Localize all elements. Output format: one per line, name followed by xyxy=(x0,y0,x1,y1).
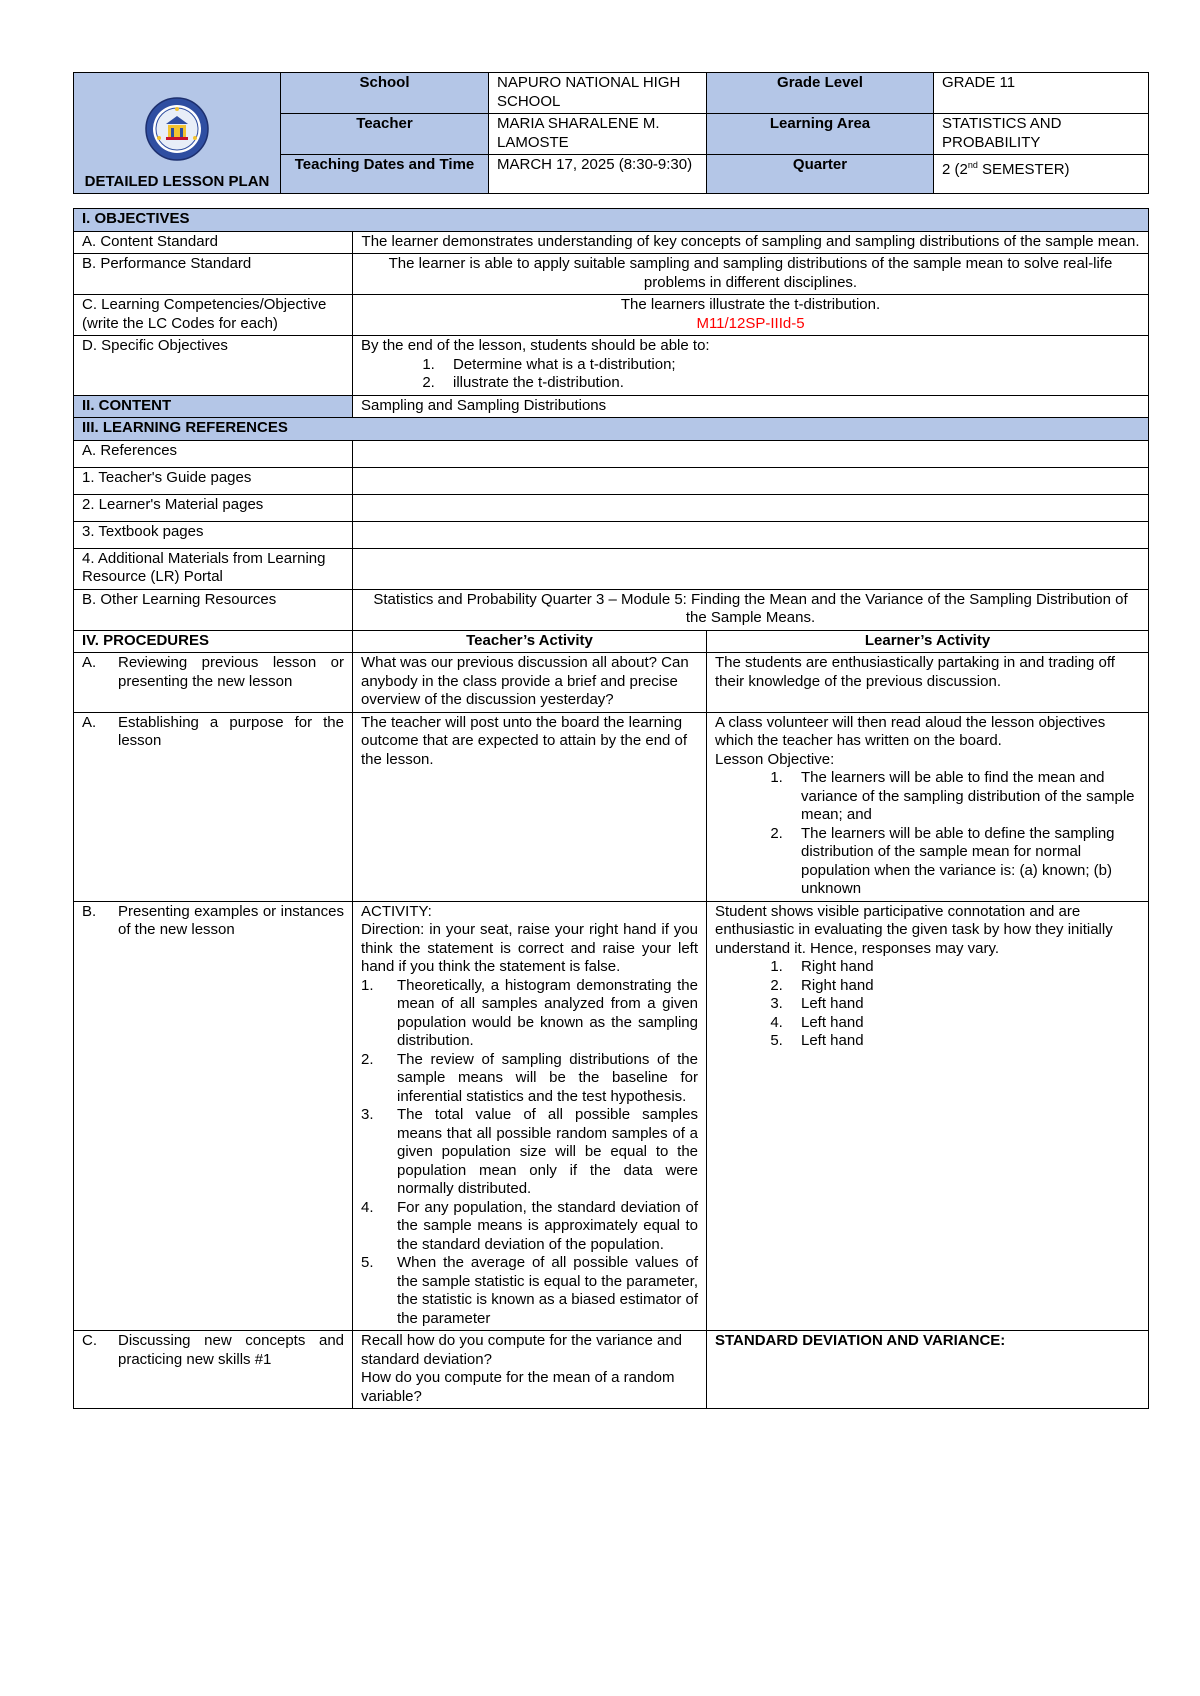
list-item: 5. Left hand xyxy=(787,1032,1140,1051)
other-resources-value: Statistics and Probability Quarter 3 – Module 5: Finding the Mean and the Variance of the Sampling Distribution of the Sample Means. xyxy=(353,589,1149,630)
grade-label: Grade Level xyxy=(707,73,934,114)
activity-title: ACTIVITY: xyxy=(361,902,432,920)
specific-objectives-cell xyxy=(353,336,1149,396)
teacher-activity-heading: Teacher’s Activity xyxy=(353,630,707,653)
school-label: School xyxy=(281,73,489,114)
competencies-code: M11/12SP-IIId-5 xyxy=(696,314,805,332)
teacher-activity-cell xyxy=(353,1331,707,1409)
teacher-activity-cell: What was our previous discussion all about? Can anybody in the class provide a brief and precise overview of the discussion yesterday? xyxy=(353,653,707,713)
list-item: 2. The learners will be able to define the sampling distribution of the sample mean for normal population when the variance is: (a) known; (b) unknown xyxy=(787,825,1140,899)
performance-standard-label: B. Performance Standard xyxy=(74,254,353,295)
learner-sub: Lesson Objective: xyxy=(715,750,835,768)
competencies-label: C. Learning Competencies/Objective (write the LC Codes for each) xyxy=(74,295,353,336)
learners-material-value xyxy=(353,494,1149,521)
references-a-label: A. References xyxy=(74,440,353,467)
list-item: 2. illustrate the t-distribution. xyxy=(439,374,1140,393)
lesson-objective-list xyxy=(715,769,1140,899)
quarter-value-sup: nd xyxy=(967,160,978,170)
quarter-value-pre: 2 (2 xyxy=(942,161,968,178)
list-item: 2. The review of sampling distributions of the sample means will be the baseline for inferential statistics and the test hypothesis. xyxy=(361,1050,698,1105)
quarter-label: Quarter xyxy=(707,155,934,194)
learner-intro: Student shows visible participative connotation and are enthusiastic in evaluating the given task by how they initially understand it. Hence, responses may vary. xyxy=(715,902,1113,957)
quarter-value xyxy=(934,155,1149,194)
procedure-label-cell xyxy=(74,1331,353,1409)
statement-text: When the average of all possible values of the sample statistic is equal to the parameter, the statistic is known as a biased estimator of the parameter xyxy=(397,1254,698,1327)
lr-portal-label: 4. Additional Materials from Learning Resource (LR) Portal xyxy=(74,548,353,589)
list-item: 3. Left hand xyxy=(787,995,1140,1014)
procedure-label: Establishing a purpose for the lesson xyxy=(118,713,344,749)
competencies-value: The learners illustrate the t-distribution. xyxy=(620,296,881,313)
learner-activity-heading: Learner’s Activity xyxy=(707,630,1149,653)
teacher-activity-cell: The teacher will post unto the board the learning outcome that are expected to attain by the end of the lesson. xyxy=(353,712,707,901)
teacher-label: Teacher xyxy=(281,114,489,155)
references-heading: III. LEARNING REFERENCES xyxy=(74,418,1149,441)
header-table xyxy=(73,72,1149,194)
content-heading: II. CONTENT xyxy=(74,395,353,418)
doc-title: DETAILED LESSON PLAN xyxy=(84,173,270,190)
lr-portal-value xyxy=(353,548,1149,589)
specific-objectives-intro: By the end of the lesson, students should be able to: xyxy=(361,337,710,354)
list-item: 1. Determine what is a t-distribution; xyxy=(439,356,1140,375)
procedure-label-cell xyxy=(74,712,353,901)
area-value: STATISTICS AND PROBABILITY xyxy=(934,114,1149,155)
learners-material-label: 2. Learner's Material pages xyxy=(74,494,353,521)
procedure-letter: B. xyxy=(82,902,97,920)
procedure-label-cell xyxy=(74,653,353,713)
list-item: 3. The total value of all possible samples means that all possible random samples of a given population size will be equal to the population mean only if the data were normally distributed. xyxy=(361,1106,698,1197)
competencies-cell xyxy=(353,295,1149,336)
procedure-label: Reviewing previous lesson or presenting the new lesson xyxy=(118,654,344,690)
list-item: 1. Theoretically, a histogram demonstrating the mean of all samples analyzed from a given population would be known as the sampling distribution. xyxy=(361,976,698,1049)
area-label: Learning Area xyxy=(707,114,934,155)
teachers-guide-label: 1. Teacher's Guide pages xyxy=(74,467,353,494)
performance-standard-value: The learner is able to apply suitable sampling and sampling distributions of the sample mean to solve real-life problems in different disciplines. xyxy=(353,254,1149,295)
procedure-letter: A. xyxy=(82,654,97,671)
list-item: 4. Left hand xyxy=(787,1014,1140,1033)
content-value: Sampling and Sampling Distributions xyxy=(353,395,1149,418)
references-a-value xyxy=(353,440,1149,467)
teacher-activity-cell xyxy=(353,901,707,1331)
procedure-letter: A. xyxy=(82,713,97,731)
learner-activity-cell: The students are enthusiastically partaking in and trading off their knowledge of the previous discussion. xyxy=(707,653,1149,713)
procedure-label: Discussing new concepts and practicing new skills #1 xyxy=(118,1332,344,1368)
statement-text: The review of sampling distributions of the sample means will be the baseline for inferential statistics and the test hypothesis. xyxy=(397,1050,698,1105)
textbook-value xyxy=(353,521,1149,548)
quarter-value-post: SEMESTER) xyxy=(977,161,1070,178)
procedure-label-cell xyxy=(74,901,353,1331)
objectives-heading: I. OBJECTIVES xyxy=(74,209,1149,232)
learner-activity-cell: STANDARD DEVIATION AND VARIANCE: xyxy=(707,1331,1149,1409)
procedure-letter: C. xyxy=(82,1332,97,1349)
learner-activity-cell xyxy=(707,712,1149,901)
teacher-question: Recall how do you compute for the variance and standard deviation? xyxy=(361,1332,683,1368)
procedure-label: Presenting examples or instances of the new lesson xyxy=(118,902,344,938)
answer-list xyxy=(715,958,1140,1051)
list-item: 5. When the average of all possible values of the sample statistic is equal to the parameter, the statistic is known as a biased estimator of the parameter xyxy=(361,1254,698,1327)
list-item: 1. Right hand xyxy=(787,958,1140,977)
lesson-table xyxy=(73,208,1149,1409)
learner-intro: A class volunteer will then read aloud the lesson objectives which the teacher has written on the board. xyxy=(715,713,1106,749)
grade-value: GRADE 11 xyxy=(934,73,1149,114)
list-item: 4. For any population, the standard deviation of the sample means is approximately equal to the standard deviation of the population. xyxy=(361,1198,698,1253)
specific-objectives-label: D. Specific Objectives xyxy=(74,336,353,396)
statement-text: The total value of all possible samples means that all possible random samples of a given population size will be equal to the population mean only if the data were normally distributed. xyxy=(397,1106,698,1197)
other-resources-label: B. Other Learning Resources xyxy=(74,589,353,630)
dates-label: Teaching Dates and Time xyxy=(281,155,489,194)
statement-text: For any population, the standard deviation of the sample means is approximately equal to the standard deviation of the population. xyxy=(397,1198,698,1253)
statement-text: Theoretically, a histogram demonstrating the mean of all samples analyzed from a given population would be known as the sampling distribution. xyxy=(397,976,698,1049)
teachers-guide-value xyxy=(353,467,1149,494)
dates-value: MARCH 17, 2025 (8:30-9:30) xyxy=(489,155,707,194)
teacher-value: MARIA SHARALENE M. LAMOSTE xyxy=(489,114,707,155)
header-logo-cell xyxy=(74,73,281,194)
textbook-label: 3. Textbook pages xyxy=(74,521,353,548)
activity-direction: Direction: in your seat, raise your right hand if you think the statement is correct and raise your left hand if you think the statement is false. xyxy=(361,921,698,975)
learner-activity-cell xyxy=(707,901,1149,1331)
content-standard-value: The learner demonstrates understanding of key concepts of sampling and sampling distributions of the sample mean. xyxy=(353,231,1149,254)
specific-objectives-list xyxy=(361,356,1140,393)
procedures-heading: IV. PROCEDURES xyxy=(74,630,353,653)
list-item: 1. The learners will be able to find the mean and variance of the sampling distribution of the sample mean; and xyxy=(787,769,1140,825)
school-value: NAPURO NATIONAL HIGH SCHOOL xyxy=(489,73,707,114)
content-standard-label: A. Content Standard xyxy=(74,231,353,254)
list-item: 2. Right hand xyxy=(787,977,1140,996)
teacher-question: How do you compute for the mean of a random variable? xyxy=(361,1369,675,1405)
deped-seal-icon xyxy=(144,96,210,162)
